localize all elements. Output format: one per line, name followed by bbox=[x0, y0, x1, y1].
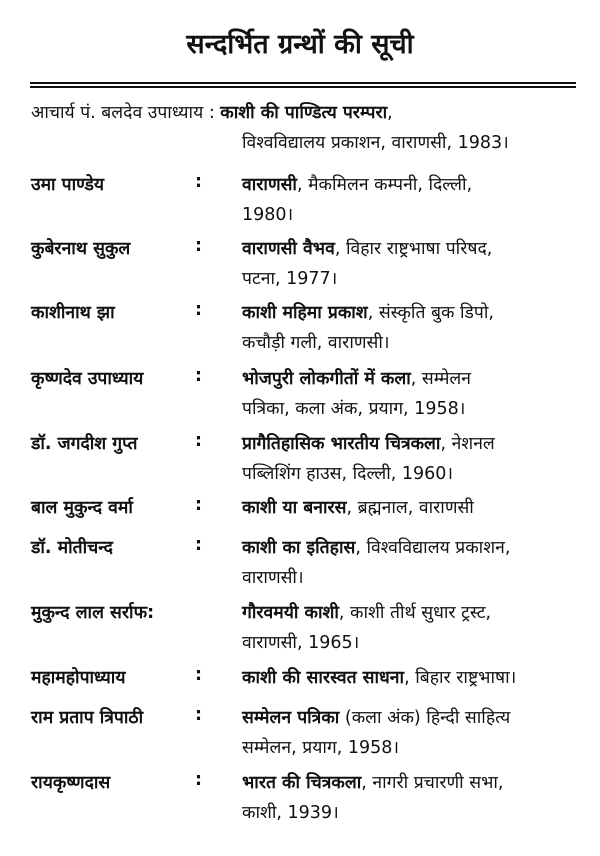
entry-line-1 bbox=[242, 366, 471, 390]
entry-line-1 bbox=[242, 600, 491, 624]
entry-separator: : bbox=[195, 431, 202, 451]
entry-book-title: प्रागैतिहासिक भारतीय चित्रकला bbox=[242, 434, 441, 454]
entry-separator: : bbox=[208, 103, 215, 123]
entry-book-title: भारत की चित्रकला bbox=[242, 773, 362, 793]
entry-author: राम प्रताप त्रिपाठी bbox=[31, 708, 144, 728]
entry-details: , bbox=[387, 103, 393, 123]
entry-line-1 bbox=[242, 705, 510, 729]
entry-author: उमा पाण्डेय bbox=[31, 175, 104, 195]
entry-separator: : bbox=[195, 172, 202, 192]
entry-author: कृष्णदेव उपाध्याय bbox=[31, 369, 144, 389]
entry-book-title: सम्मेलन पत्रिका bbox=[242, 708, 340, 728]
entry-separator: : bbox=[195, 300, 202, 320]
entry-details: , काशी तीर्थ सुधार ट्रस्ट, bbox=[338, 603, 492, 623]
entry-book-title: काशी की पाण्डित्य परम्परा bbox=[220, 103, 388, 123]
entry-details-line-2: वाराणसी, 1965। bbox=[242, 633, 360, 653]
entry-author: बाल मुकुन्द वर्मा bbox=[31, 498, 133, 518]
entry-details: , नेशनल bbox=[440, 434, 495, 454]
entry-separator: : bbox=[195, 495, 202, 515]
page-title: सन्दर्भित ग्रन्थों की सूची bbox=[186, 29, 414, 60]
title-rule-top bbox=[30, 82, 576, 84]
entry-details: , विहार राष्ट्रभाषा परिषद, bbox=[334, 239, 493, 259]
entry-details: , सम्मेलन bbox=[410, 369, 471, 389]
entry-details: (कला अंक) हिन्दी साहित्य bbox=[339, 708, 511, 728]
entry-book-title: वाराणसी वैभव bbox=[242, 239, 335, 259]
entry-details: , ब्रह्मनाल, वाराणसी bbox=[346, 498, 474, 518]
entry-details-line-2: पब्लिशिंग हाउस, दिल्ली, 1960। bbox=[242, 464, 454, 484]
entry-details-line-2: विश्वविद्यालय प्रकाशन, वाराणसी, 1983। bbox=[242, 133, 509, 153]
entry-details: , नागरी प्रचारणी सभा, bbox=[361, 773, 504, 793]
entry-book-title: गौरवमयी काशी bbox=[242, 603, 339, 623]
entry-book-title: वाराणसी bbox=[242, 175, 297, 195]
entry-details-line-2: सम्मेलन, प्रयाग, 1958। bbox=[242, 738, 400, 758]
entry-separator: : bbox=[195, 770, 202, 790]
entry-line-1 bbox=[242, 770, 504, 794]
entry-book-title: काशी महिमा प्रकाश bbox=[242, 303, 368, 323]
entry-details-line-2: काशी, 1939। bbox=[242, 803, 339, 823]
entry-book-title: भोजपुरी लोकगीतों में कला bbox=[242, 369, 411, 389]
entry-details-line-2: पत्रिका, कला अंक, प्रयाग, 1958। bbox=[242, 399, 466, 419]
entry-line-1 bbox=[242, 236, 492, 260]
entry-line-1 bbox=[242, 300, 494, 324]
entry-book-title: काशी या बनारस bbox=[242, 498, 347, 518]
entry-details-line-2: पटना, 1977। bbox=[242, 269, 338, 289]
entry-separator: : bbox=[195, 236, 202, 256]
entry-line-1 bbox=[242, 495, 474, 519]
entry-author: डॉ. जगदीश गुप्त bbox=[31, 434, 138, 454]
entry-line-1 bbox=[242, 431, 495, 455]
entry-author: कुबेरनाथ सुकुल bbox=[31, 239, 131, 259]
title-rule-bottom bbox=[30, 86, 576, 88]
entry-author: मुकुन्द लाल सर्राफ: bbox=[31, 603, 155, 623]
entry-separator: : bbox=[195, 705, 202, 725]
entry-line-1 bbox=[242, 665, 516, 689]
entry-book-title: काशी का इतिहास bbox=[242, 538, 356, 558]
entry-book-title: काशी की सारस्वत साधना bbox=[242, 668, 405, 688]
entry-line-1 bbox=[31, 100, 393, 124]
entry-details: , मैकमिलन कम्पनी, दिल्ली, bbox=[296, 175, 473, 195]
entry-details: , संस्कृति बुक डिपो, bbox=[367, 303, 494, 323]
entry-author: काशीनाथ झा bbox=[31, 303, 115, 323]
entry-details: , बिहार राष्ट्रभाषा। bbox=[404, 668, 517, 688]
entry-author: महामहोपाध्याय bbox=[31, 668, 126, 688]
entry-author: रायकृष्णदास bbox=[31, 773, 111, 793]
entry-author: डॉ. मोतीचन्द bbox=[31, 538, 113, 558]
entry-line-1 bbox=[242, 535, 510, 559]
entry-details: , विश्वविद्यालय प्रकाशन, bbox=[355, 538, 511, 558]
entry-line-1 bbox=[242, 172, 472, 196]
entry-separator: : bbox=[195, 535, 202, 555]
entry-author: आचार्य पं. बलदेव उपाध्याय bbox=[31, 103, 204, 123]
entry-separator: : bbox=[195, 366, 202, 386]
entry-details-line-2: कचौड़ी गली, वाराणसी। bbox=[242, 333, 390, 353]
entry-separator: : bbox=[195, 665, 202, 685]
entry-details-line-2: वाराणसी। bbox=[242, 568, 304, 588]
entry-details-line-2: 1980। bbox=[242, 205, 294, 225]
